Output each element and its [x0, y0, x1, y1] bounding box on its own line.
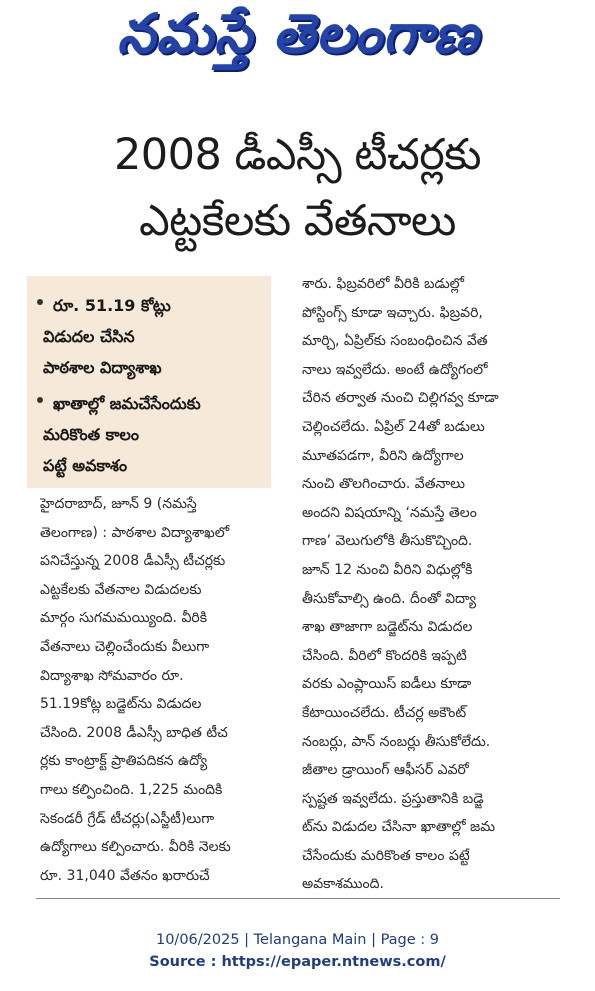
- article-line: గాలు కల్పించింది. 1,225 మందికి: [40, 781, 223, 798]
- article-line: నుంచి తొలగించారు. వేతనాలు: [302, 476, 465, 493]
- article-column-right: [302, 270, 558, 899]
- article-line: వేతనాలు చెల్లించేందుకు వీలుగా: [40, 638, 210, 655]
- highlight-2-line-1: ఖాతాల్లో జమచేసేందుకు: [53, 394, 201, 413]
- article-line: శాఖ తాజాగా బడ్జెట్‌ను విడుదల: [302, 619, 473, 636]
- article-line: అందని విషయాన్ని ‘నమస్తే తెలం: [302, 504, 477, 521]
- footer-edition-info: 10/06/2025 | Telangana Main | Page : 9: [155, 932, 440, 948]
- article-line: అవకాశముంది.: [302, 876, 384, 893]
- article-line: 51.19కోట్ల బడ్జెట్‌ను విడుదల: [40, 696, 202, 713]
- newspaper-logo: నమస్తే తెలంగాణ: [117, 1, 479, 65]
- article-line: రూ. 31,040 వేతనం ఖరారుచే: [40, 867, 210, 884]
- article-line: చేసింది. వీరిలో కొందరికి ఇప్పటి: [302, 647, 467, 664]
- article-line: సెకండరీ గ్రేడ్ టీచర్లు(ఎస్జీటీ)లుగా: [40, 810, 215, 827]
- article-line: కేటాయించలేదు. టీచర్ల అకౌంట్: [302, 704, 467, 721]
- article-line: శారు. ఫిబ్రవరిలో వీరికి బడుల్లో: [302, 276, 465, 292]
- headline-line-1: 2008 డీఎస్సీ టీచర్లకు: [113, 130, 482, 180]
- article-line: పోస్టింగ్స్ కూడా ఇచ్చారు. ఫిబ్రవరి,: [302, 304, 483, 321]
- article-line: జూన్ 12 నుంచి వీరిని విధుల్లోకి: [302, 561, 473, 578]
- article-line: ఎట్టకేలకు వేతనాల విడుదలకు: [40, 581, 202, 598]
- article-line: తెలంగాణ) : పాఠశాల విద్యాశాఖలో: [40, 524, 230, 541]
- article-line: హైదరాబాద్, జూన్ 9 (నమస్తే: [40, 496, 197, 512]
- highlight-1: [43, 290, 171, 383]
- highlight-1-line-2: విడుదల చేసిన: [43, 327, 135, 346]
- bullet-icon: [37, 299, 43, 305]
- article-line: నంబర్లు, పాన్ నంబర్లు తీసుకోలేదు.: [302, 733, 491, 750]
- article-line: మార్చి, ఏప్రిల్‌కు సంబంధించిన వేత: [302, 333, 488, 350]
- article-line: ఉద్యోగాలు కల్పించారు. వీరికి నెలకు: [40, 839, 231, 856]
- article-line: తీసుకోవాల్సి ఉంది. దీంతో విద్యా: [302, 590, 477, 607]
- footer-source: Source : https://epaper.ntnews.com/: [149, 954, 446, 970]
- article-line: స్పష్టత ఇవ్వలేదు. ప్రస్తుతానికి బడ్జె: [302, 790, 484, 807]
- article-line: చెల్లించలేదు. ఏప్రిల్ 24తో బడులు: [302, 418, 485, 435]
- highlight-2-line-3: పట్టే అవకాశం: [43, 456, 128, 475]
- article-column-left: [40, 490, 282, 890]
- footer-divider: [36, 898, 560, 899]
- article-line: చేసేందుకు మరికొంత కాలం పట్టే: [302, 847, 470, 864]
- article-line: ర్లకు కాంట్రాక్ట్ ప్రాతిపదికన ఉద్యో: [40, 753, 208, 770]
- bullet-icon: [37, 397, 43, 403]
- article-line: పనిచేస్తున్న 2008 డీఎస్సీ టీచర్లకు: [40, 553, 226, 570]
- highlight-box: [27, 276, 271, 488]
- article-line: చేరిన తర్వాత నుంచి చిల్లిగవ్వ కూడా: [302, 390, 499, 407]
- article-line: ట్‌ను విడుదల చేసినా ఖాతాల్లో జమ: [302, 819, 496, 836]
- article-line: జీతాల డ్రాయింగ్ ఆఫీసర్ ఎవరో: [302, 762, 469, 779]
- headline-line-2: ఎట్టకేలకు వేతనాలు: [139, 196, 456, 246]
- article-line: చేసింది. 2008 డీఎస్సీ బాధిత టీచ: [40, 724, 228, 741]
- article-line: విద్యాశాఖ సోమవారం రూ.: [40, 667, 184, 684]
- article-line: మూతపడగా, వీరిని ఉద్యోగాల: [302, 447, 464, 464]
- article-line: మార్గం సుగమమయ్యింది. వీరికి: [40, 610, 208, 627]
- highlight-2-line-2: మరికొంత కాలం: [43, 425, 139, 444]
- highlight-2: [43, 388, 201, 481]
- highlight-1-line-1: రూ. 51.19 కోట్లు: [53, 296, 171, 315]
- highlight-1-line-3: పాఠశాల విద్యాశాఖ: [43, 358, 162, 377]
- article-line: వరకు ఎంప్లాయిస్ ఐడీలు కూడా: [302, 676, 472, 693]
- article-line: గాణ’ వెలుగులోకి తీసుకొచ్చింది.: [302, 533, 473, 550]
- masthead: [0, 0, 595, 84]
- article-line: నాలు ఇవ్వలేదు. అంటే ఉద్యోగంలో: [302, 361, 488, 378]
